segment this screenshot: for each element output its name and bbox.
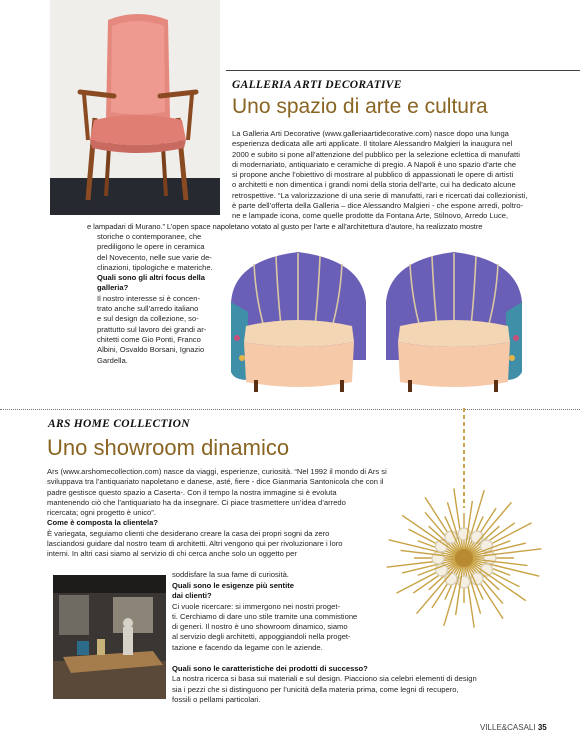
question-line: galleria?: [97, 283, 129, 293]
section1-column: [97, 232, 229, 366]
purple-armchairs-photo: [226, 242, 526, 404]
text-line: Il nostro interesse si è concen-: [97, 293, 200, 303]
text-line: La Galleria Arti Decorative (www.galleriaartidecorative.com) nasce dopo una lunga: [232, 129, 509, 138]
text-line: lasciandosi guidare dal nostro team di architetti. Altri vengono qui per rivoluzionare i loro: [47, 539, 343, 549]
text-line: prediligono le opere in ceramica: [97, 242, 205, 252]
text-line: di generi. Il nostro è uno showroom dinamico, siamo: [172, 622, 348, 632]
text-line: interni. In altri casi siamo al servizio di chi cerca anche solo un oggetto per: [47, 549, 297, 559]
text-line: trato anche sull’arredo italiano: [97, 304, 199, 314]
section2-intro: [47, 467, 407, 560]
text-line: mantenendo ciò che l’antiquariato ha da insegnare. Ci piace trasmettere un’idea d’arredo: [47, 497, 346, 507]
question-line: Quali sono gli altri focus della: [97, 273, 206, 283]
text-line: si propone anche l’obiettivo di mostrare al pubblico di appassionati le opere di artisti: [232, 170, 514, 180]
text-line: ne e lampade icona, come quelle prodotte da Fontana Arte, Stilnovo, Arredo Luce,: [232, 211, 509, 221]
section1-top-rule: [226, 70, 580, 71]
showroom-interior-photo: [53, 575, 166, 699]
pink-armchair-photo: [50, 0, 220, 215]
section2-title: Uno showroom dinamico: [47, 435, 290, 460]
magazine-name: VILLE&CASALI: [480, 723, 536, 732]
section2-column: [172, 581, 400, 653]
text-line: Ci vuole ricercare: si immergono nei nostri proget-: [172, 601, 340, 611]
text-line: Gardella.: [97, 355, 128, 365]
text-line: Ars (www.arshomecollection.com) nasce da viaggi, esperienze, curiosità. “Nel 1992 il mondo di Ars si: [47, 467, 387, 476]
text-line: 2000 e subito si pone all’attenzione del pubblico per la selezione eclettica di manufatti: [232, 149, 520, 159]
text-line: padre gestisce questo spazio a Caserta-. Con il tempo la nostra immagine si è evoluta: [47, 487, 337, 497]
question-line: Come è composta la clientela?: [47, 518, 158, 528]
text-line: sviluppava tra l’antiquariato napoletano e danese, asté, fiere - dice Gianmaria Santonicola che con il: [47, 477, 384, 487]
text-line: esperienza dedicata alle arti applicate. Il titolare Alessandro Malgieri la inaugura nel: [232, 139, 513, 149]
section2-kicker: ARS HOME COLLECTION: [48, 418, 190, 430]
text-line: È variegata, seguiamo clienti che desiderano creare la casa dei propri sogni da zero: [47, 528, 330, 538]
section2-a1-tail: soddisfare la sua fame di curiosità.: [172, 570, 289, 579]
text-line: La nostra ricerca si basa sui materiali e sul design. Piacciono sia celebri elementi di design: [172, 674, 477, 684]
text-line: prattutto sul lavoro dei grandi ar-: [97, 324, 207, 334]
showroom-interior-illustration: [53, 575, 166, 699]
text-line: ricercata; ogni progetto è unico”.: [47, 508, 156, 518]
text-line: clinazioni, tipologiche e materiche.: [97, 262, 213, 272]
text-line: Albini, Osvaldo Borsani, Ignazio: [97, 345, 205, 355]
armchair-left-icon: [231, 252, 366, 392]
question-line: dai clienti?: [172, 591, 212, 601]
section1-intro: [232, 129, 572, 222]
section1-kicker: GALLERIA ARTI DECORATIVE: [232, 79, 402, 91]
text-line: al servizio degli architetti, appoggiandoli nella proget-: [172, 632, 351, 642]
armchair-right-icon: [386, 252, 522, 392]
text-line: di modernariato, antiquariato e ceramiche di pregio. A Napoli è uno spazio d’arte che: [232, 159, 517, 169]
text-line: tazione e facendo da legame con le aziende.: [172, 642, 323, 652]
pink-armchair-illustration: [50, 0, 220, 215]
text-line: ti. Cerchiamo di dare uno stile tramite una commistione: [172, 611, 358, 621]
question-line: Quali sono le esigenze più sentite: [172, 581, 294, 590]
text-line: sia i pezzi che si distinguono per l’unicità della materia prima, come legni di recupero,: [172, 684, 459, 694]
text-line: è parte dell’offerta della Galleria – dice Alessandro Malgieri - che espone arredi, poltro-: [232, 201, 524, 211]
text-line: fossili o pellami particolari.: [172, 694, 261, 704]
purple-armchairs-illustration: [226, 242, 526, 404]
section1-full-line: e lampadari di Murano.” L’open space napoletano votato al gusto per l’arte e all’architettura d’autore, ha realizzato mostre: [87, 222, 483, 231]
question-line: Quali sono le caratteristiche dei prodotti di successo?: [172, 664, 368, 673]
section2-final: [172, 664, 512, 705]
text-line: del Novecento, nelle sue varie de-: [97, 252, 212, 262]
text-line: storiche o contemporanee, che: [97, 232, 202, 241]
text-line: chitetti come Gio Ponti, Franco: [97, 334, 201, 344]
text-line: e sul design da collezione, so-: [97, 314, 199, 324]
text-line: o architetti e non dimentica i grandi nomi della storia dell’arte, cui ha dedicato alcune: [232, 180, 516, 190]
section1-title: Uno spazio di arte e cultura: [232, 95, 488, 118]
page-number: 35: [537, 723, 547, 732]
page-footer: [480, 723, 547, 732]
text-line: retrospettive. “La valorizzazione di una serie di manufatti, rari e ricercati dai collezionisti,: [232, 190, 528, 200]
